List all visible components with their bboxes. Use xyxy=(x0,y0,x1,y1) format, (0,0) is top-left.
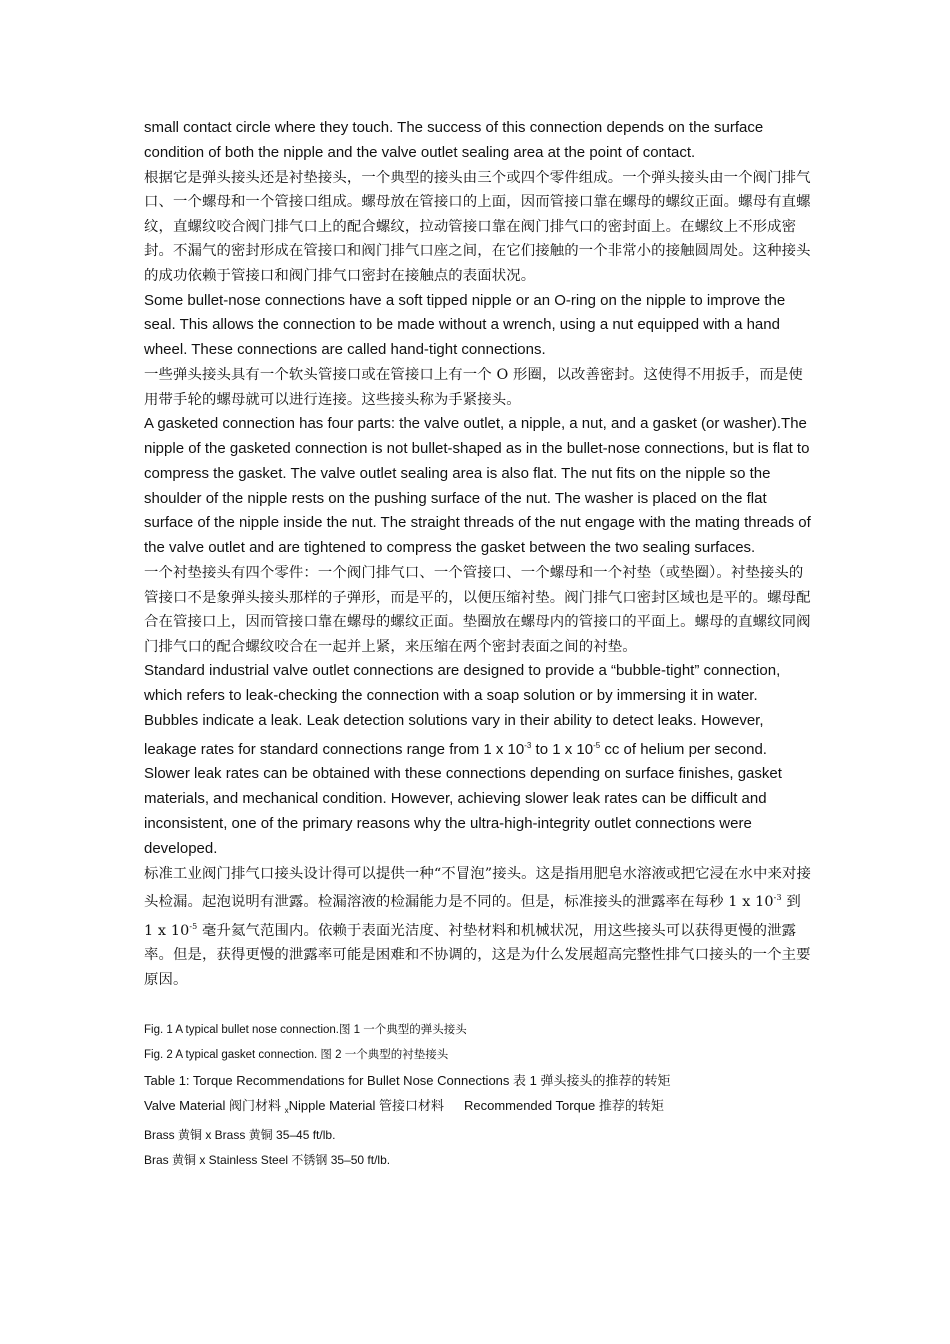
spacer xyxy=(144,993,812,1018)
figure-2-caption: Fig. 2 A typical gasket connection. 图 2 一个典型的衬垫接头 xyxy=(144,1048,449,1061)
paragraph-en-bullet-nose-end: small contact circle where they touch. The success of this connection depends on the surface condition of both the nipple and the valve outlet sealing area at the point of contact. xyxy=(144,119,764,161)
header-x-mark: x xyxy=(284,1105,289,1115)
header-recommended-torque: Recommended Torque 推荐的转矩 xyxy=(463,1097,664,1113)
paragraph-zh-hand-tight: 一些弹头接头具有一个软头管接口或在管接口上有一个 O 形圈，以改善密封。这使得不用扳手，而是使用带手轮的螺母就可以进行连接。这些接头称为手紧接头。 xyxy=(144,366,803,408)
header-nipple-material: Nipple Material 管接口材料 xyxy=(288,1097,444,1113)
leak-en-exponent2: -5 xyxy=(593,740,601,750)
table-row: Bras 黄铜 x Stainless Steel 不锈钢 35–50 ft/lb. xyxy=(144,1152,391,1167)
leak-en-part2: to 1 x 10 xyxy=(531,740,594,758)
leak-en-part1: Standard industrial valve outlet connections are designed to provide a “bubble-tight” connection, which refers to leak-checking the connection with a soap solution or by immersing it in water. Bubbles indicate a leak. Leak detection solutions vary in their ability to detect leaks. However, leakage rates for standard connections range from 1 x 10 xyxy=(144,662,781,758)
leak-zh-part3: 毫升氦气范围内。依赖于表面光洁度、衬垫材料和机械状况，用这些接头可以获得更慢的泄露率。但是，获得更慢的泄露率可能是困难和不协调的，这是为什么发展超高完整性排气口接头的一个主要原因。 xyxy=(144,922,811,989)
leak-zh-part2: 到 1 x 10 xyxy=(144,894,801,939)
header-valve-material: Valve Material 阀门材料 xyxy=(144,1097,285,1113)
leak-zh-part1: 标准工业阀门排气口接头设计得可以提供一种“不冒泡”接头。这是指用肥皂水溶液或把它浸在水中来对接头检漏。起泡说明有泄露。检漏溶液的检漏能力是不同的。但是，标准接头的泄露率在每秒 1 x 10 xyxy=(144,865,811,911)
leak-en-part3: cc of helium per second. Slower leak rates can be obtained with these connections depending on surface finishes, gasket materials, and mechanical condition. However, achieving slower leak rates can be difficult and inconsistent, one of the primary reasons why the ultra-high-integrity outlet connections were developed. xyxy=(144,740,782,857)
figure-1-caption: Fig. 1 A typical bullet nose connection.图 1 一个典型的弹头接头 xyxy=(144,1023,467,1036)
paragraph-zh-typical-connection: 根据它是弹头接头还是衬垫接头，一个典型的接头由三个或四个零件组成。一个弹头接头由一个阀门排气口、一个螺母和一个管接口组成。螺母放在管接口的上面，因而管接口靠在螺母的螺纹正面。螺母有直螺纹，直螺纹咬合阀门排气口上的配合螺纹，拉动管接口靠在阀门排气口的密封面上。在螺纹上不形成密封。不漏气的密封形成在管接口和阀门排气口座之间，在它们接触的一个非常小的接触圆周处。这种接头的成功依赖于管接口和阀门排气口密封在接触点的表面状况。 xyxy=(144,169,811,284)
leak-zh-exponent2: -5 xyxy=(189,921,198,931)
table-header xyxy=(144,1093,812,1123)
table-caption: Table 1: Torque Recommendations for Bullet Nose Connections 表 1 弹头接头的推荐的转矩 xyxy=(144,1072,671,1088)
document-page xyxy=(144,116,812,1173)
paragraph-zh-leak-rates xyxy=(144,862,812,993)
paragraph-en-gasketed: A gasketed connection has four parts: the valve outlet, a nipple, a nut, and a gasket (or washer).The nipple of the gasketed connection is not bullet-shaped as in the bullet-nose connections, but is flat to compress the gasket. The valve outlet sealing area is also flat. The nut fits on the nipple so the shoulder of the nipple rests on the pushing surface of the nut. The washer is placed on the flat surface of the nipple inside the nut. The straight threads of the nut engage with the mating threads of the valve outlet and are tightened to compress the gasket between the two sealing surfaces. xyxy=(144,415,811,557)
paragraph-en-hand-tight: Some bullet-nose connections have a soft tipped nipple or an O-ring on the nipple to improve the seal. This allows the connection to be made without a wrench, using a nut equipped with a hand wheel. These connections are called hand-tight connections. xyxy=(144,291,786,359)
leak-zh-exponent1: -3 xyxy=(773,893,782,903)
paragraph-en-leak-rates xyxy=(144,659,812,861)
table-row: Brass 黄铜 x Brass 黄铜 35–45 ft/lb. xyxy=(144,1127,336,1142)
leak-en-exponent1: -3 xyxy=(524,740,532,750)
paragraph-zh-gasketed: 一个衬垫接头有四个零件：一个阀门排气口、一个管接口、一个螺母和一个衬垫（或垫圈）。衬垫接头的管接口不是象弹头接头那样的子弹形，而是平的，以便压缩衬垫。阀门排气口密封区域也是平的。螺母配合在管接口上，因而管接口靠在螺母的螺纹正面。垫圈放在螺母内的管接口的平面上。螺母的直螺纹同阀门排气口的配合螺纹咬合在一起并上紧，来压缩在两个密封表面之间的衬垫。 xyxy=(144,564,811,655)
